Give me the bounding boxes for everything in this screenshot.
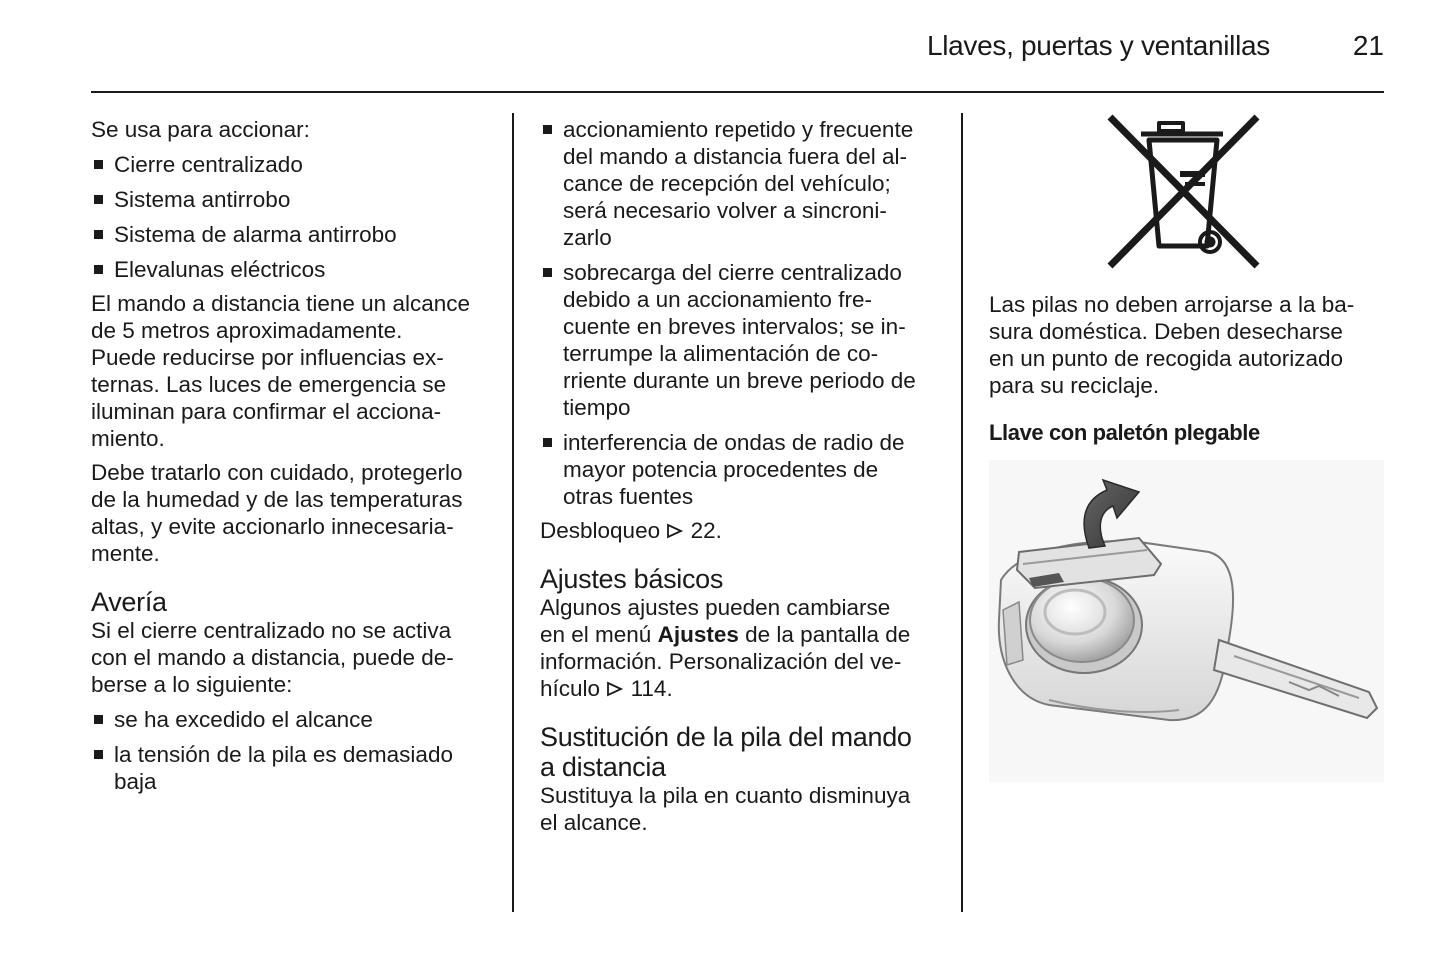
list-item: sobrecarga del cierre centralizado debido a un accionamiento fre- cuente en breves intervalos; se in- terrumpe la alimentación de co- rriente durante un breve periodo de tiempo xyxy=(540,259,940,421)
folding-key-battery-illustration xyxy=(989,460,1384,782)
list-item: interferencia de ondas de radio de mayor potencia procedentes de otras fuentes xyxy=(540,429,940,510)
list-item: Sistema antirrobo xyxy=(91,186,491,213)
weee-crossed-bin-icon xyxy=(1105,114,1265,270)
page-number: 21 xyxy=(1352,30,1384,61)
column-divider-1 xyxy=(512,113,514,912)
settings-menu-name: Ajustes xyxy=(657,622,739,647)
battery-replacement-paragraph: Sustituya la pila en cuanto disminuya el alcance. xyxy=(540,783,911,835)
list-item: Elevalunas eléctricos xyxy=(91,256,491,283)
chapter-title: Llaves, puertas y ventanillas xyxy=(926,30,1270,61)
unlock-reference: Desbloqueo 22. xyxy=(540,518,722,543)
fault-causes-list-continued xyxy=(540,116,940,510)
fault-causes-list xyxy=(91,706,491,795)
fault-heading: Avería xyxy=(91,587,167,617)
list-item: accionamiento repetido y frecuente del mando a distancia fuera del al- cance de recepción del vehículo; será necesario volver a sincroni- zarlo xyxy=(540,116,940,251)
fault-paragraph: Si el cierre centralizado no se activa con el mando a distancia, puede de- berse a lo siguiente: xyxy=(91,618,454,697)
column-divider-2 xyxy=(961,113,963,912)
care-paragraph: Debe tratarlo con cuidado, protegerlo de la humedad y de las temperaturas altas, y evite accionarlo innecesaria- mente. xyxy=(91,460,463,566)
battery-replacement-heading: Sustitución de la pila del mando a distancia xyxy=(540,722,912,782)
uses-intro: Se usa para accionar: xyxy=(91,117,310,142)
header-rule xyxy=(91,91,1384,93)
page-reference-arrow-icon xyxy=(666,522,684,540)
range-paragraph: El mando a distancia tiene un alcance de 5 metros aproximadamente. Puede reducirse por influencias ex- ternas. Las luces de emergencia se iluminan para confirmar el acciona- miento. xyxy=(91,291,470,451)
column-left xyxy=(91,116,491,795)
list-item: la tensión de la pila es demasiado baja xyxy=(91,741,491,795)
basic-settings-heading: Ajustes básicos xyxy=(540,564,724,594)
column-right xyxy=(989,291,1389,446)
disposal-paragraph: Las pilas no deben arrojarse a la ba- sura doméstica. Deben desecharse en un punto de recogida autorizado para su reciclaje. xyxy=(989,292,1355,398)
list-item: se ha excedido el alcance xyxy=(91,706,491,733)
list-item: Cierre centralizado xyxy=(91,151,491,178)
folding-key-heading: Llave con paletón plegable xyxy=(989,420,1260,445)
basic-settings-paragraph: Algunos ajustes pueden cambiarse en el menú Ajustes de la pantalla de información. Personalización del ve- hículo 114. xyxy=(540,595,911,701)
list-item: Sistema de alarma antirrobo xyxy=(91,221,491,248)
page-reference-arrow-icon xyxy=(606,680,624,698)
column-middle xyxy=(540,108,940,836)
uses-list xyxy=(91,151,491,283)
